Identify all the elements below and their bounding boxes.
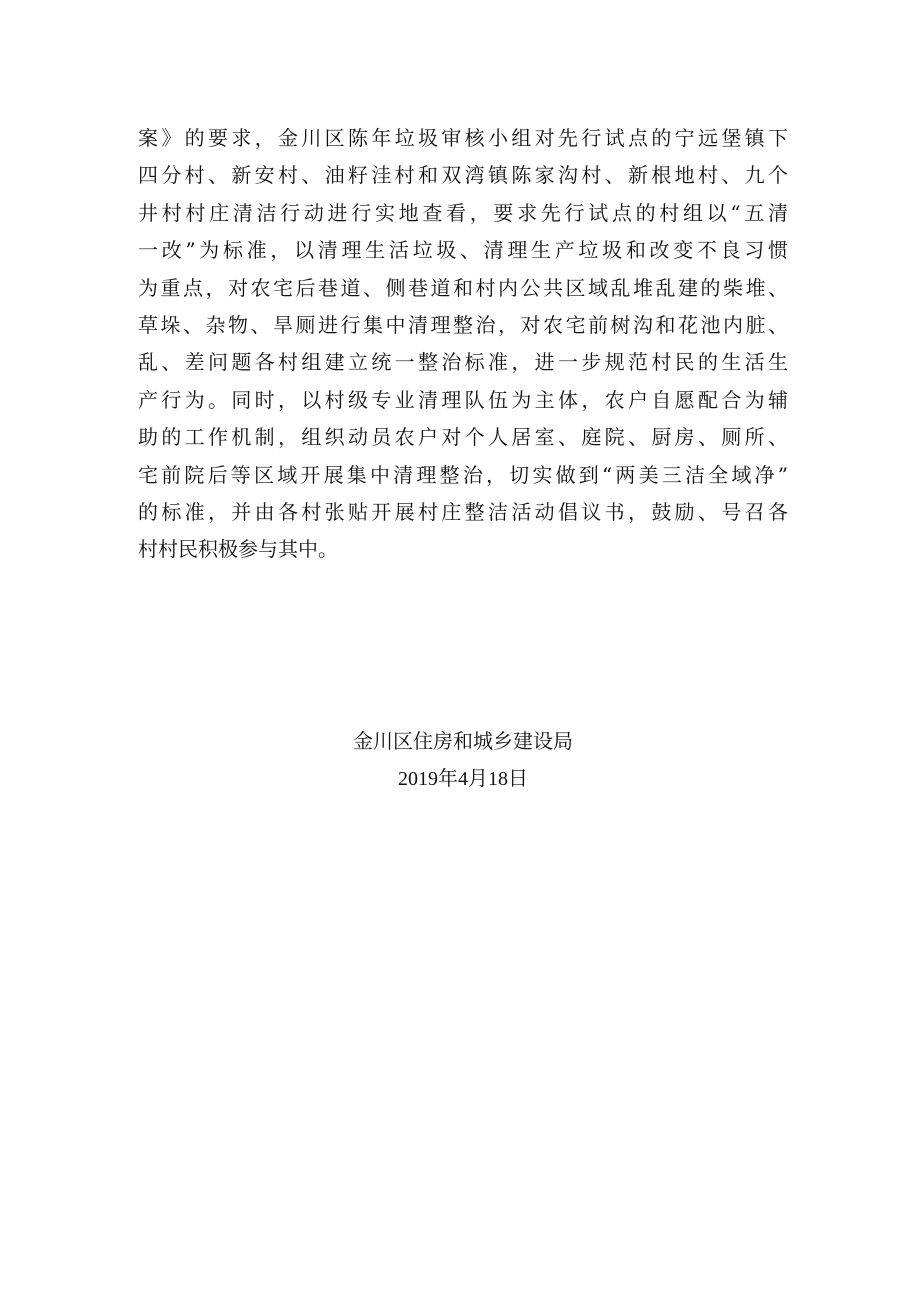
body-paragraph xyxy=(138,120,788,569)
paragraph-line: 的标准，并由各村张贴开展村庄整洁活动倡议书，鼓励、号召各 xyxy=(138,500,788,525)
paragraph-line: 四分村、新安村、油籽洼村和双湾镇陈家沟村、新根地村、九个 xyxy=(138,163,788,188)
paragraph-line: 案》的要求，金川区陈年垃圾审核小组对先行试点的宁远堡镇下 xyxy=(138,126,788,150)
paragraph-line: 乱、差问题各村组建立统一整治标准，进一步规范村民的生活生 xyxy=(138,350,788,375)
signature-block xyxy=(138,722,788,798)
paragraph-line: 产行为。同时，以村级专业清理队伍为主体，农户自愿配合为辅 xyxy=(138,387,788,412)
paragraph-line: 村村民积极参与其中。 xyxy=(138,537,338,562)
issuing-organization: 金川区住房和城乡建设局 xyxy=(353,729,573,753)
paragraph-line: 助的工作机制，组织动员农户对个人居室、庭院、厨房、厕所、 xyxy=(138,425,788,450)
paragraph-line: 为重点，对农宅后巷道、侧巷道和村内公共区域乱堆乱建的柴堆、 xyxy=(138,275,788,300)
paragraph-line: 井村村庄清洁行动进行实地查看，要求先行试点的村组以“五清 xyxy=(138,200,788,225)
paragraph-line: 草垛、杂物、旱厕进行集中清理整治，对农宅前树沟和花池内脏、 xyxy=(138,313,788,338)
issue-date: 2019年4月18日 xyxy=(398,768,528,790)
paragraph-line: 一改”为标准，以清理生活垃圾、清理生产垃圾和改变不良习惯 xyxy=(138,238,788,263)
paragraph-line: 宅前院后等区域开展集中清理整治，切实做到“两美三洁全域净” xyxy=(138,462,788,487)
